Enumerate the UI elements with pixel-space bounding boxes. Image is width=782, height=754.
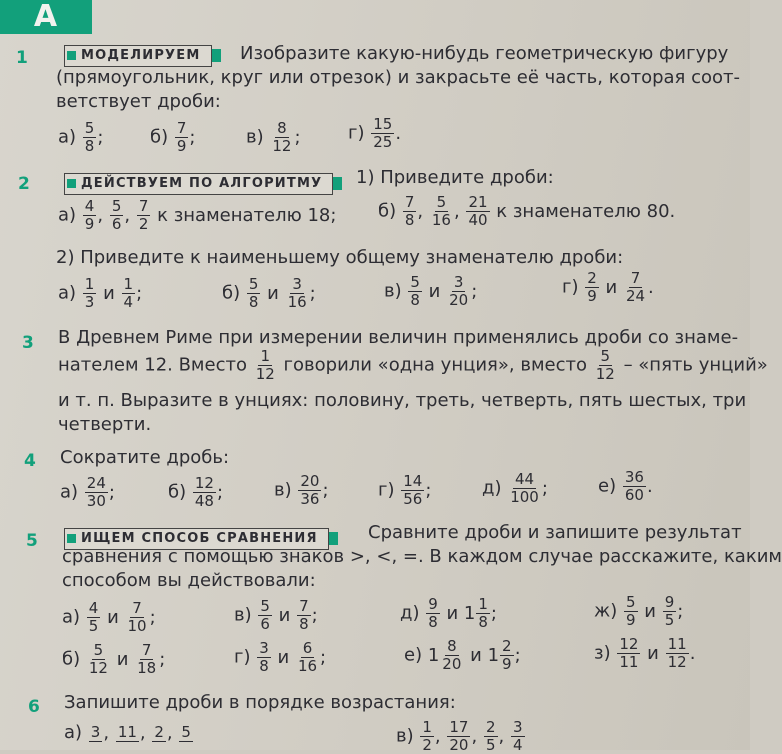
- task-3-number: 3: [22, 333, 34, 353]
- task-5-item-e: е) 1 $\frac{8}{20}$ и 1 $\frac{2}{9}$ ;: [404, 637, 521, 673]
- task-4-number: 4: [24, 451, 36, 471]
- task-3-line-2: нателем 12. Вместо $\frac{1}{12}$ говорили «одна унция», вместо $\frac{5}{12}$ – «пять унций»: [58, 347, 768, 383]
- task-2-number: 2: [18, 174, 30, 194]
- task-5-item-a: а) $\frac{4}{5}$ и $\frac{7}{10}$ ;: [62, 599, 156, 635]
- fraction: $\frac{15}{25}$: [373, 115, 393, 151]
- task-5-item-g: г) $\frac{3}{8}$ и $\frac{6}{16}$ ;: [234, 639, 327, 675]
- task-1-item-v: в) $\frac{8}{12}$ ;: [246, 119, 301, 155]
- task-5-item-b: б) $\frac{5}{12}$ и $\frac{7}{18}$ ;: [62, 641, 166, 677]
- task-5-number: 5: [26, 531, 38, 551]
- task-1-line-3: ветствует дроби:: [56, 91, 221, 112]
- task-1-item-g: г) $\frac{15}{25}$ .: [348, 115, 402, 151]
- task-2-pair-v: в) $\frac{5}{8}$ и $\frac{3}{20}$ ;: [384, 273, 478, 309]
- task-5-line-3: способом вы действовали:: [62, 570, 316, 591]
- task-6-number: 6: [28, 697, 40, 717]
- task-3-line-1: В Древнем Риме при измерении величин применялись дроби со знаме-: [58, 327, 739, 348]
- task-2-item-a: а) $\frac{4}{9}$ , $\frac{5}{6}$ , $\frac{7}{2}$ к знаменателю 18;: [58, 197, 337, 233]
- task-5-line-1: Сравните дроби и запишите результат: [368, 522, 742, 543]
- task-2-pair-b: б) $\frac{5}{8}$ и $\frac{3}{16}$ ;: [222, 275, 316, 311]
- task-2-pair-a: а) $\frac{1}{3}$ и $\frac{1}{4}$ ;: [58, 275, 143, 311]
- task-2-badge: ДЕЙСТВУЕМ ПО АЛГОРИТМУ: [64, 173, 333, 195]
- task-1-item-a: а) $\frac{5}{8}$ ;: [58, 119, 104, 155]
- section-tab: А: [0, 0, 92, 34]
- task-2-part-2: 2) Приведите к наименьшему общему знаменателю дроби:: [56, 247, 624, 268]
- task-4-item-a: а) $\frac{24}{30}$ ;: [60, 474, 115, 510]
- task-3-line-4: четверти.: [58, 414, 152, 435]
- task-1-number: 1: [16, 48, 28, 68]
- task-2-part-1: 1) Приведите дроби:: [356, 167, 554, 188]
- fraction: $\frac{8}{12}$: [272, 119, 292, 155]
- task-4-text: Сократите дробь:: [60, 447, 230, 468]
- task-6-text: Запишите дроби в порядке возрастания:: [64, 692, 456, 713]
- task-1-line-2: (прямоугольник, круг или отрезок) и закрасьте её часть, которая соот-: [56, 67, 740, 88]
- task-4-item-d: д) $\frac{44}{100}$ ;: [482, 470, 548, 506]
- task-2-pair-g: г) $\frac{2}{9}$ и $\frac{7}{24}$ .: [562, 269, 654, 305]
- task-1-badge: МОДЕЛИРУЕМ: [64, 45, 212, 67]
- fraction: $\frac{7}{9}$: [176, 119, 187, 155]
- task-4-item-v: в) $\frac{20}{36}$ ;: [274, 472, 329, 508]
- task-4-item-g: г) $\frac{14}{56}$ ;: [378, 472, 432, 508]
- task-5-badge: ИЩЕМ СПОСОБ СРАВНЕНИЯ: [64, 528, 329, 550]
- task-1-item-b: б) $\frac{7}{9}$ ;: [150, 119, 196, 155]
- task-4-item-b: б) $\frac{12}{48}$ ;: [168, 474, 224, 510]
- task-4-item-e: е) $\frac{36}{60}$ .: [598, 468, 653, 504]
- task-1-line-1: Изобразите какую-нибудь геометрическую фигуру: [240, 43, 729, 64]
- task-6-item-v: в) $\frac{1}{2}$ , $\frac{17}{20}$ , $\frac{2}{5}$ , $\frac{3}{4}$: [396, 718, 523, 754]
- task-5-item-zh: ж) $\frac{5}{9}$ и $\frac{9}{5}$ ;: [594, 593, 684, 629]
- task-5-line-2: сравнения с помощью знаков >, <, =. В каждом случае расскажите, каким: [62, 546, 782, 567]
- task-3-line-3: и т. п. Выразите в унциях: половину, треть, четверть, пять шестых, три: [58, 390, 747, 411]
- task-6-item-a: а) 3 , 11 , 2 , 5: [64, 722, 191, 744]
- fraction: $\frac{5}{8}$: [84, 119, 95, 155]
- task-5-item-z: з) $\frac{12}{11}$ и $\frac{11}{12}$ .: [594, 635, 696, 671]
- task-2-item-b: б) $\frac{7}{8}$ , $\frac{5}{16}$ , $\frac{21}{40}$ к знаменателю 80.: [378, 193, 676, 229]
- task-5-item-v: в) $\frac{5}{6}$ и $\frac{7}{8}$ ;: [234, 597, 318, 633]
- task-5-item-d: д) $\frac{9}{8}$ и 1 $\frac{1}{8}$ ;: [400, 595, 497, 631]
